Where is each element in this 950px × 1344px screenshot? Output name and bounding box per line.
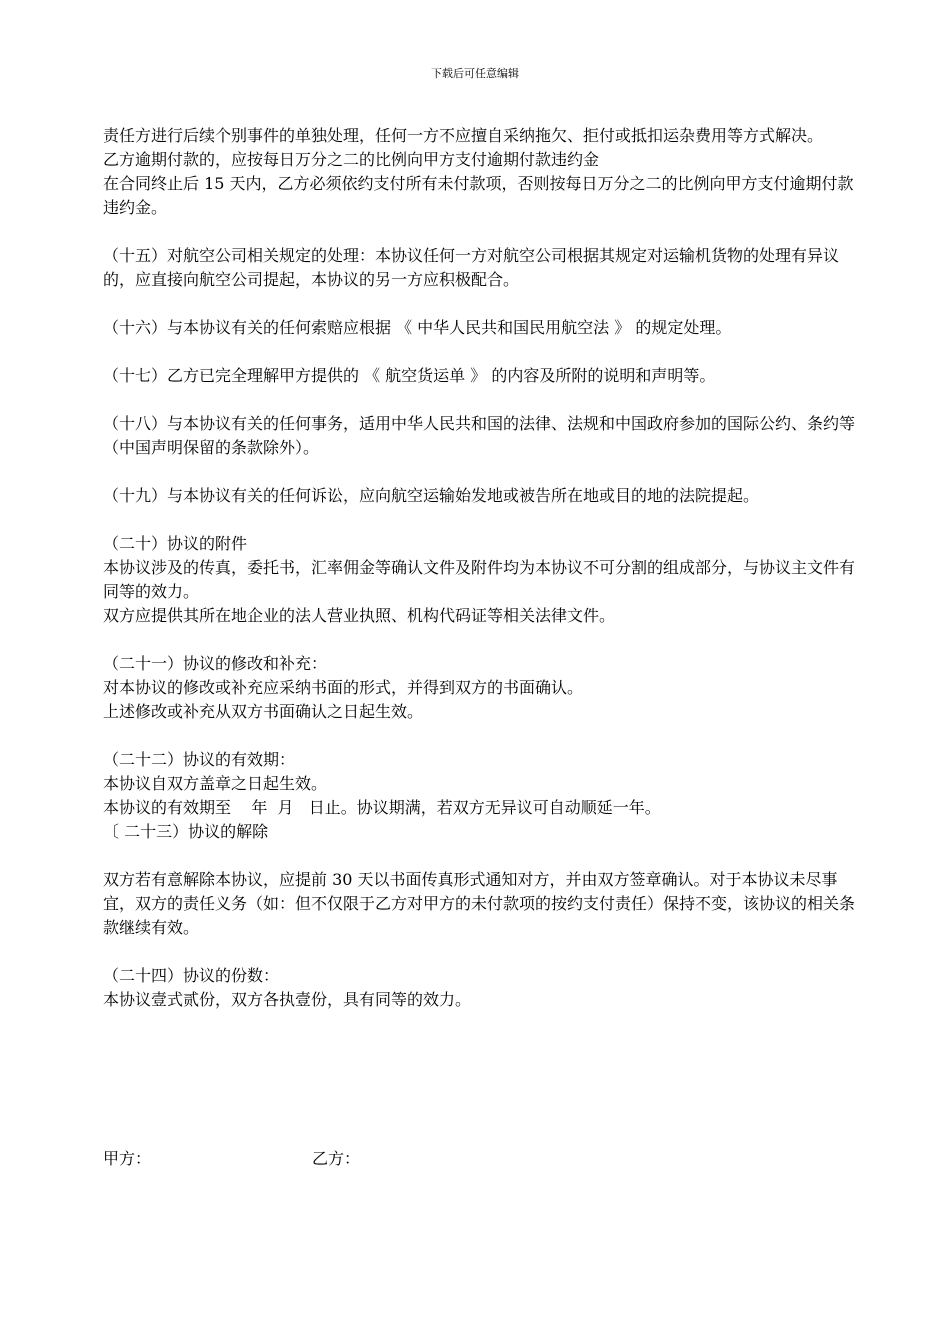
paragraph: 双方应提供其所在地企业的法人营业执照、机构代码证等相关法律文件。 — [103, 606, 616, 625]
paragraph: 本协议涉及的传真，委托书，汇率佣金等确认文件及附件均为本协议不可分割的组成部分，与协议主文件有同等的效力。 — [103, 558, 856, 601]
paragraph-gap — [103, 460, 863, 484]
paragraph: 本协议的有效期至 年 月 日止。协议期满，若双方无异议可自动顺延一年。 — [103, 798, 661, 817]
clause-20-heading: （二十）协议的附件 — [103, 534, 248, 553]
paragraph-gap — [103, 940, 863, 964]
paragraph-gap — [103, 388, 863, 412]
paragraph-gap — [103, 340, 863, 364]
clause-24-heading: （二十四）协议的份数： — [103, 966, 280, 985]
paragraph-gap — [103, 508, 863, 532]
clause-15: （十五）对航空公司相关规定的处理：本协议任何一方对航空公司根据其规定对运输机货物的处理有异议的，应直接向航空公司提起，本协议的另一方应积极配合。 — [103, 246, 840, 289]
clause-16: （十六）与本协议有关的任何索赔应根据 《 中华人民共和国民用航空法 》 的规定处理。 — [103, 318, 732, 337]
paragraph: 对本协议的修改或补充应采纳书面的形式，并得到双方的书面确认。 — [103, 678, 584, 697]
paragraph-gap — [103, 292, 863, 316]
clause-17: （十七）乙方已完全理解甲方提供的 《 航空货运单 》 的内容及所附的说明和声明等。 — [103, 366, 716, 385]
paragraph: 乙方逾期付款的，应按每日万分之二的比例向甲方支付逾期付款违约金 — [103, 150, 600, 169]
party-b-label: 乙方： — [312, 1149, 361, 1168]
paragraph: 在合同终止后 15 天内，乙方必须依约支付所有未付款项，否则按每日万分之二的比例向甲方支付逾期付款违约金。 — [103, 174, 854, 217]
clause-22-heading: （二十二）协议的有效期： — [103, 750, 296, 769]
paragraph-gap — [103, 628, 863, 652]
page-header: 下载后可任意编辑 — [431, 67, 519, 80]
clause-19: （十九）与本协议有关的任何诉讼，应向航空运输始发地或被告所在地或目的地的法院提起。 — [103, 486, 760, 505]
paragraph-gap — [103, 844, 863, 868]
paragraph: 本协议自双方盖章之日起生效。 — [103, 774, 328, 793]
paragraph: 上述修改或补充从双方书面确认之日起生效。 — [103, 702, 424, 721]
paragraph-gap — [103, 724, 863, 748]
paragraph: 责任方进行后续个别事件的单独处理，任何一方不应擅自采纳拖欠、拒付或抵扣运杂费用等方式解决。 — [103, 126, 824, 145]
clause-23-heading: 〔 二十三）协议的解除 — [103, 822, 269, 841]
paragraph: 双方若有意解除本协议，应提前 30 天以书面传真形式通知对方，并由双方签章确认。对于本协议未尽事宜，双方的责任义务（如：但不仅限于乙方对甲方的未付款项的按约支付责任）保持不变，该协议的相关条款继续有效。 — [103, 870, 856, 937]
document-body — [103, 124, 863, 1012]
clause-21-heading: （二十一）协议的修改和补充： — [103, 654, 328, 673]
clause-18: （十八）与本协议有关的任何事务，适用中华人民共和国的法律、法规和中国政府参加的国际公约、条约等（中国声明保留的条款除外）。 — [103, 414, 856, 457]
paragraph: 本协议壹式贰份，双方各执壹份，具有同等的效力。 — [103, 990, 472, 1009]
party-a-label: 甲方： — [103, 1149, 152, 1168]
paragraph-gap — [103, 220, 863, 244]
